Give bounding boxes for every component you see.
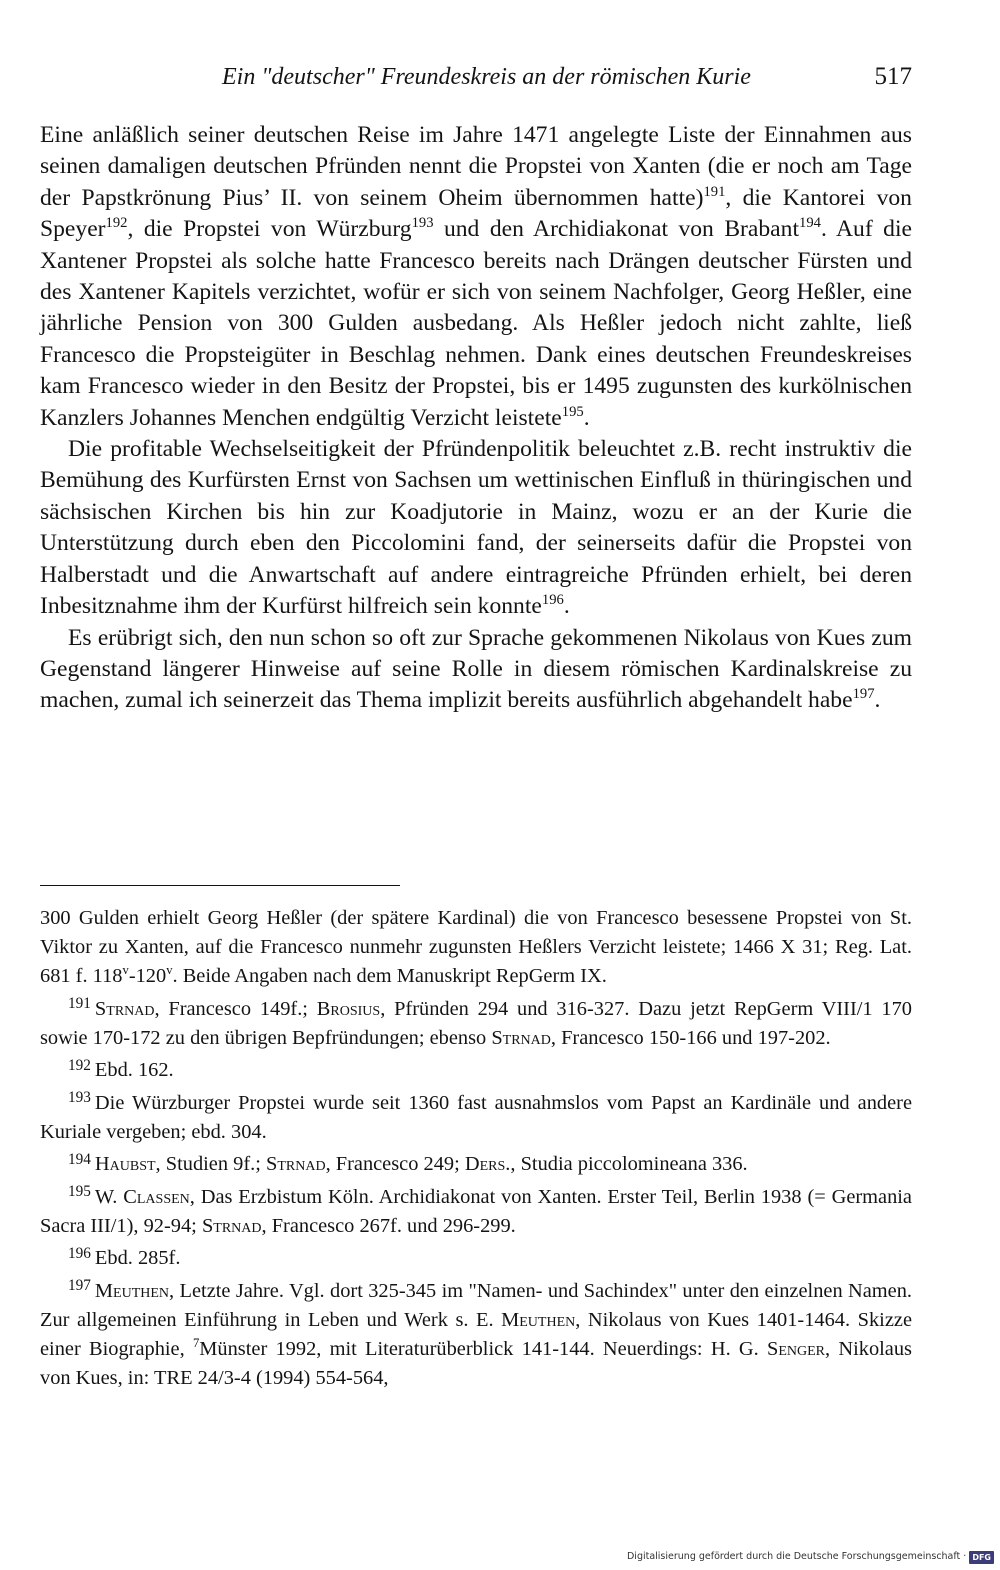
footnote-194	[40, 1150, 912, 1179]
text-run: .	[874, 687, 881, 714]
text-run: 300 Gulden erhielt Georg Heßler (der spätere Kardinal) die von Francesco besessene Propstei von St. Viktor zu Xanten, auf die Francesco nunmehr zugunsten Heßlers Verzicht leistete; 1466 X 31; Reg. Lat. 681 f. 118	[40, 907, 912, 988]
footnote-number: 195	[68, 1183, 91, 1201]
footnote-number: 196	[68, 1244, 91, 1262]
paragraph-2	[40, 434, 912, 622]
footnote-number: 193	[68, 1089, 91, 1107]
footnote-192	[40, 1056, 912, 1085]
text-run: , die Propstei von Würzburg	[127, 216, 412, 243]
footnote-196	[40, 1244, 912, 1273]
footnotes	[40, 904, 912, 1397]
author-name: Classen	[123, 1185, 190, 1208]
text-run: ., Studia piccolomineana 336.	[505, 1153, 748, 1176]
text-run: Es erübrigt sich, den nun schon so oft zur Sprache gekommenen Nikolaus von Kues zum Gegenstand längerer Hinweise auf seine Rolle in diesem römischen Kardinalskreise zu machen, zumal ich seinerzeit das Thema implizit bereits ausführlich abgehandelt habe	[40, 624, 912, 714]
author-name: Haubst	[94, 1153, 156, 1176]
page-number: 517	[874, 63, 912, 90]
text-run: Münster 1992, mit Literaturüberblick 141-144. Neuerdings: H. G.	[199, 1338, 767, 1361]
text-run: und den Archidiakonat von Brabant	[433, 216, 800, 243]
text-run: , Pfründen 294 und 316-327. Dazu jetzt RepGerm VIII/1 170 sowie 170-172 zu den übrigen Bepfründungen; ebenso	[40, 997, 913, 1049]
text-run: , Letzte Jahre. Vgl. dort 325-345 im "Namen- und Sachindex" unter den einzelnen Namen. Zur allgemeinen Einführung in Leben und Werk s. E.	[40, 1279, 912, 1331]
footnote-ref-196: 196	[541, 592, 564, 609]
footnote-ref-197: 197	[852, 686, 875, 703]
footnote-191	[40, 995, 912, 1053]
text-run: , Nikolaus von Kues, in: TRE 24/3-4 (1994) 554-564,	[40, 1338, 912, 1390]
footnote-ref-195: 195	[561, 403, 584, 420]
author-name: Meuthen	[501, 1308, 576, 1331]
text-run: .	[563, 593, 570, 620]
text-run: . Auf die Xantener Propstei als solche hatte Francesco bereits nach Drängen deutscher Fürsten und des Xantener Kapitels verzichtet, wofür er sich von seinem Nachfolger, Georg Heßler, eine jährliche Pension von 300 Gulden ausbedang. Als Heßler jedoch nicht zahlte, ließ Francesco die Propsteigüter in Beschlag nehmen. Dank eines deutschen Freundeskreises kam Francesco wieder in den Besitz der Propstei, bis er 1495 zugunsten des kurkölnischen Kanzlers Johannes Menchen endgültig Verzicht leistete	[40, 216, 912, 431]
footnote-ref-192: 192	[105, 215, 128, 232]
footnote-number: 192	[68, 1056, 91, 1074]
author-name: Strnad	[266, 1153, 326, 1176]
author-name: Ders	[464, 1153, 506, 1176]
page-header	[40, 62, 912, 92]
digitization-note	[627, 1550, 994, 1564]
text-run: , Francesco 249;	[325, 1153, 465, 1176]
superscript: v	[122, 963, 129, 978]
author-name: Strnad	[491, 1027, 551, 1049]
footnote-ref-193: 193	[411, 215, 434, 232]
superscript: v	[166, 963, 173, 978]
author-name: Brosius	[316, 997, 381, 1020]
text-run: , Francesco 149f.;	[154, 997, 317, 1020]
text-run: , die Kantorei von Speyer	[40, 184, 912, 243]
digitization-text: Digitalisierung gefördert durch die Deutsche Forschungsgemeinschaft ·	[626, 1551, 967, 1562]
footnote-197	[40, 1277, 912, 1394]
running-title: Ein "deutscher" Freundeskreis an der römischen Kurie	[222, 64, 751, 90]
paragraph-1	[40, 120, 912, 434]
text-run: W.	[94, 1185, 124, 1208]
text-run: , Francesco 267f. und 296-299.	[261, 1214, 516, 1237]
text-run: Eine anläßlich seiner deutschen Reise im Jahre 1471 angelegte Liste der Einnahmen aus seinen damaligen deutschen Pfründen nennt die Propstei von Xanten (die er noch am Tage der Papstkrönung Pius’ II. von seinem Oheim übernommen hatte)	[40, 122, 912, 211]
author-name: Strnad	[94, 997, 155, 1020]
author-name: Strnad	[201, 1214, 262, 1237]
main-text	[40, 120, 912, 717]
author-name: Senger	[767, 1338, 826, 1361]
text-run: -120	[128, 965, 167, 988]
text-run: , Nikolaus von Kues 1401-1464. Skizze einer Biographie,	[40, 1308, 912, 1361]
footnote-193	[40, 1089, 912, 1147]
footnote-continuation	[40, 904, 912, 992]
text-run: Ebd. 285f.	[94, 1247, 181, 1270]
text-run: Die profitable Wechselseitigkeit der Pfründenpolitik beleuchtet z.B. recht instruktiv die Bemühung des Kurfürsten Ernst von Sachsen um wettinischen Einfluß in thüringischen und sächsischen Kirchen bis hin zur Koadjutorie in Mainz, wozu er an der Kurie die Unterstützung durch eben den Piccolomini fand, der seinerseits dafür die Propstei von Halberstadt und die Anwartschaft auf andere eintragreiche Pfründen erhielt, bei deren Inbesitznahme ihm der Kurfürst hilfreich sein konnte	[40, 436, 912, 620]
text-run: Ebd. 162.	[94, 1059, 174, 1082]
footnote-195	[40, 1183, 912, 1241]
footnote-number: 197	[68, 1277, 91, 1295]
text-run: , Studien 9f.;	[155, 1153, 266, 1176]
footnote-ref-191: 191	[703, 183, 726, 200]
paragraph-3	[40, 623, 912, 717]
superscript: 7	[192, 1336, 200, 1351]
text-run: , Das Erzbistum Köln. Archidiakonat von Xanten. Erster Teil, Berlin 1938 (= Germania Sacra III/1), 92-94;	[40, 1185, 912, 1237]
footnote-ref-194: 194	[799, 215, 821, 232]
text-run: .	[583, 404, 590, 431]
footnote-separator	[40, 885, 400, 886]
footnote-number: 191	[68, 995, 91, 1013]
author-name: Meuthen	[94, 1279, 170, 1302]
text-run: Die Würzburger Propstei wurde seit 1360 fast ausnahmslos vom Papst an Kardinäle und andere Kuriale vergeben; ebd. 304.	[40, 1091, 912, 1143]
dfg-logo: DFG	[969, 1551, 994, 1564]
text-run: , Francesco 150-166 und 197-202.	[550, 1027, 831, 1049]
text-run: . Beide Angaben nach dem Manuskript RepGerm IX.	[172, 965, 607, 988]
footnote-number: 194	[68, 1150, 91, 1168]
